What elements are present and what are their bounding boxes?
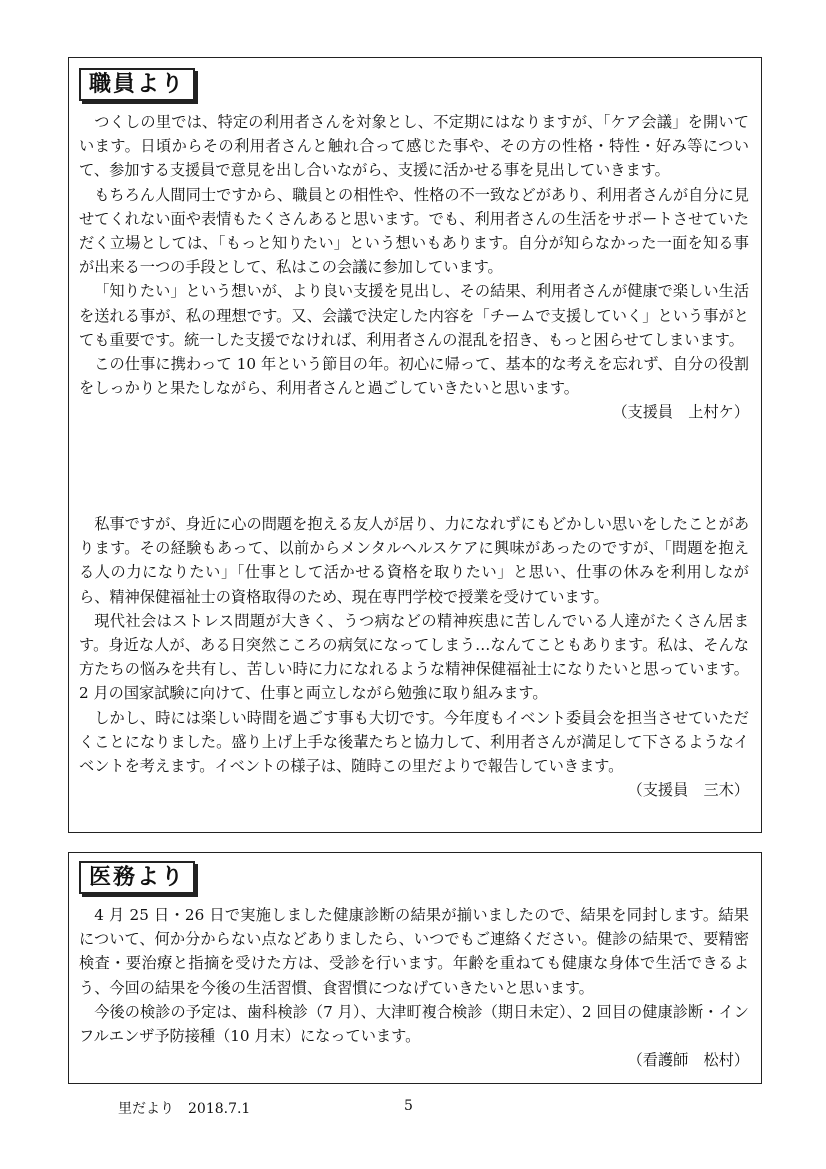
paragraph: 4 月 25 日・26 日で実施しました健康診断の結果が揃いましたので、結果を同封します。結果について、何か分からない点などありましたら、いつでもご連絡ください。健診の結果で、要精密検査・要治療と指摘を受けた方は、受診を行います。年齢を重ねても健康な身体で生活できるよう、今回の結果を今後の生活習慣、食習慣につなげていきたいと思います。 [79,906,749,997]
paragraph: つくしの里では、特定の利用者さんを対象とし、不定期にはなりますが、「ケア会議」を開いています。日頃からその利用者さんと触れ合って感じた事や、その方の性格・特性・好み等について、参加する支援員で意見を出し合いながら、支援に活かせる事を見出していきます。 [79,113,749,180]
paragraph: 私事ですが、身近に心の問題を抱える友人が居り、力になれずにもどかしい思いをしたことがあります。その経験もあって、以前からメンタルヘルスケアに興味があったのですが、「問題を抱える人の力になりたい」「仕事として活かせる資格を取りたい」と思い、仕事の休みを利用しながら、精神保健福祉士の資格取得のため、現在専門学校で授業を受けています。 [79,515,749,606]
paragraph: 「知りたい」という想いが、より良い支援を見出し、その結果、利用者さんが健康で楽しい生活を送れる事が、私の理想です。又、会議で決定した内容を「チームで支援していく」という事がとても重要です。統一した支援でなければ、利用者さんの混乱を招き、もっと困らせてしまいます。 [79,282,749,349]
paragraph: この仕事に携わって 10 年という節目の年。初心に帰って、基本的な考えを忘れず、自分の役割をしっかりと果たしながら、利用者さんと過ごしていきたいと思います。 [79,355,749,398]
paragraph: しかし、時には楽しい時間を過ごす事も大切です。今年度もイベント委員会を担当させていただくことになりました。盛り上げ上手な後輩たちと協力して、利用者さんが満足して下さるようなイベントを考えます。イベントの様子は、随時この里だよりで報告していきます。 [79,708,749,776]
author-signature: （支援員 上村ケ） [612,403,749,422]
staff-article-2 [79,512,749,802]
staff-section-box [68,57,762,833]
staff-article-1 [79,110,749,425]
paragraph: 現代社会はストレス問題が大きく、うつ病などの精神疾患に苦しんでいる人達がたくさん居ます。身近な人が、ある日突然こころの病気になってしまう…なんてこともあります。私は、そんな方たちの悩みを共有し、苦しい時に力になれるような精神保健福祉士になりたいと思っています。2 月の国家試験に向けて、仕事と両立しながら勉強に取り組みます。 [79,611,749,703]
paragraph: もちろん人間同士ですから、職員との相性や、性格の不一致などがあり、利用者さんが自分に見せてくれない面や表情もたくさんあると思います。でも、利用者さんの生活をサポートさせていただく立場としては、「もっと知りたい」という想いもあります。自分が知らなかった一面を知る事が出来る一つの手段として、私はこの会議に参加しています。 [79,185,749,277]
footer-publication: 里だより 2018.7.1 [118,1101,251,1117]
author-signature: （支援員 三木） [627,781,749,800]
author-signature: （看護師 松村） [627,1051,749,1070]
paragraph: 今後の検診の予定は、歯科検診（7 月）、大津町複合検診（期日未定）、2 回目の健康診断・インフルエンザ予防接種（10 月末）になっています。 [79,1002,749,1046]
medical-section-heading: 医務より [79,861,195,894]
medical-section-box [68,852,762,1084]
page-number: 5 [404,1098,413,1114]
staff-section-heading: 職員より [79,68,195,101]
medical-article [79,903,749,1072]
